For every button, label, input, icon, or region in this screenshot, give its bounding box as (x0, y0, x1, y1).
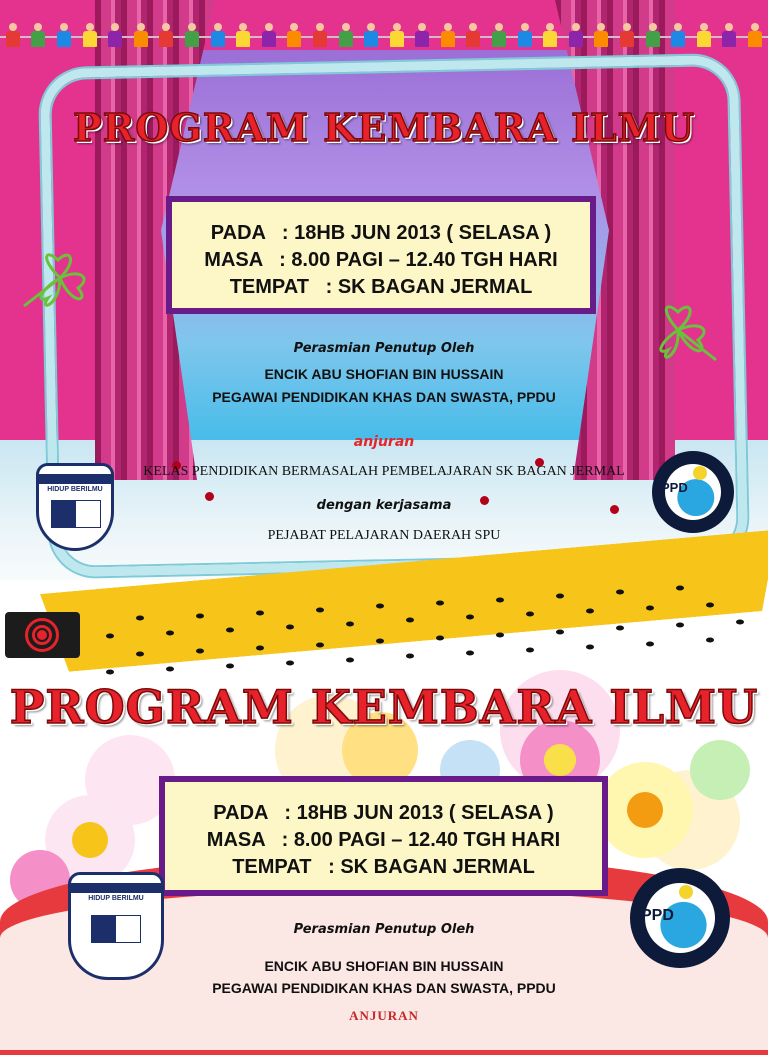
doll-icon (697, 23, 711, 49)
crest-band (71, 883, 161, 893)
closing-ceremony-label-bottom: Perasmian Penutup Oleh (293, 922, 475, 937)
dot-pattern (0, 578, 768, 688)
closing-ceremony-label: Perasmian Penutup Oleh (293, 341, 475, 356)
doll-icon (671, 23, 685, 49)
crest-motto: HIDUP BERILMU (88, 895, 144, 902)
doll-icon (569, 23, 583, 49)
doll-icon (287, 23, 301, 49)
school-crest-logo (36, 463, 114, 551)
event-details-box (166, 196, 596, 314)
doll-icon (441, 23, 455, 49)
event-details-box-bottom (159, 776, 608, 896)
doll-icon (6, 23, 20, 49)
collaboration-label: dengan kerjasama (316, 498, 452, 513)
doll-icon (159, 23, 173, 49)
ppd-seal-logo (652, 451, 734, 533)
doll-icon (415, 23, 429, 49)
doll-icon (646, 23, 660, 49)
crest-motto: HIDUP BERILMU (47, 486, 103, 493)
doll-icon (339, 23, 353, 49)
doll-icon (236, 23, 250, 49)
doll-icon (620, 23, 634, 49)
poster-title: PROGRAM KEMBARA ILMU (73, 105, 695, 150)
doll-icon (185, 23, 199, 49)
doll-icon (492, 23, 506, 49)
event-date: PADA : 18HB JUN 2013 ( SELASA ) (213, 802, 554, 824)
target-icon (5, 612, 80, 658)
doll-icon (211, 23, 225, 49)
doll-icon (57, 23, 71, 49)
doll-icon (83, 23, 97, 49)
crest-shield (51, 500, 101, 528)
event-date: PADA : 18HB JUN 2013 ( SELASA ) (210, 222, 552, 244)
event-time: MASA : 8.00 PAGI – 12.40 TGH HARI (206, 829, 561, 851)
organizer-name: KELAS PENDIDIKAN BERMASALAH PEMBELAJARAN SK BAGAN JERMAL (143, 464, 625, 479)
school-crest-logo-bottom (68, 872, 164, 980)
seal-mark: PPD (661, 480, 688, 495)
ppd-seal-logo-bottom (630, 868, 730, 968)
event-time: MASA : 8.00 PAGI – 12.40 TGH HARI (204, 249, 558, 271)
officiant-name: ENCIK ABU SHOFIAN BIN HUSSAIN (264, 366, 504, 382)
officiant-role-bottom: PEGAWAI PENDIDIKAN KHAS DAN SWASTA, PPDU (212, 980, 556, 996)
officiant-role: PEGAWAI PENDIDIKAN KHAS DAN SWASTA, PPDU (212, 389, 556, 405)
doll-icon (364, 23, 378, 49)
event-venue: TEMPAT : SK BAGAN JERMAL (232, 856, 535, 878)
doll-icon (594, 23, 608, 49)
crest-band (39, 474, 111, 484)
officiant-name-bottom: ENCIK ABU SHOFIAN BIN HUSSAIN (264, 958, 504, 974)
doll-garland-icon (0, 16, 768, 56)
doll-icon (134, 23, 148, 49)
doll-icon (543, 23, 557, 49)
doll-icon (390, 23, 404, 49)
crest-shield (91, 915, 141, 943)
seal-mark: PPD (641, 907, 674, 924)
doll-icon (518, 23, 532, 49)
crescent-icon (693, 466, 707, 480)
event-venue: TEMPAT : SK BAGAN JERMAL (229, 276, 533, 298)
doll-icon (722, 23, 736, 49)
crescent-icon (679, 885, 693, 899)
doll-icon (748, 23, 762, 49)
poster-title-bottom: PROGRAM KEMBARA ILMU (9, 680, 759, 734)
organizer-label: anjuran (353, 434, 415, 450)
doll-icon (108, 23, 122, 49)
partner-name: PEJABAT PELAJARAN DAERAH SPU (267, 528, 501, 543)
clover-ornament-icon (20, 248, 98, 312)
doll-icon (466, 23, 480, 49)
doll-icon (31, 23, 45, 49)
organizer-label-bottom: ANJURAN (349, 1008, 419, 1023)
doll-icon (262, 23, 276, 49)
doll-icon (313, 23, 327, 49)
